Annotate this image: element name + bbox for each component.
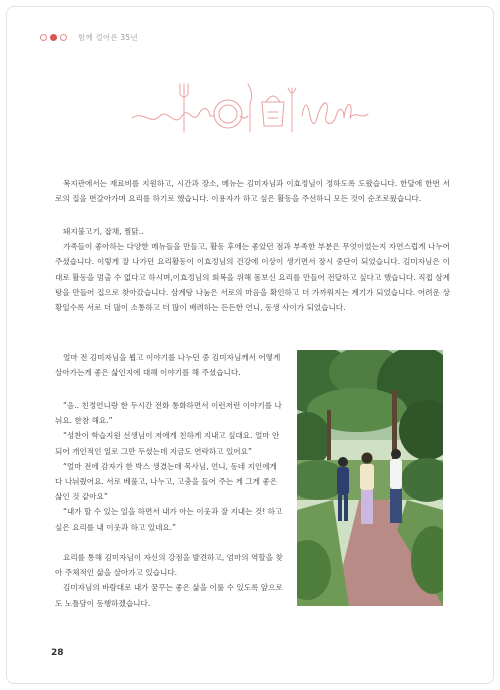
intro-text: 복지관에서는 재료비를 지원하고, 시간과 장소, 메뉴는 김미자님과 이효정님이 정하도록 도왔습니다. 한달에 한번 서로의 집을 번갈아가며 요리를 하기로 했습니다. 이용자가 하고 싶은 활동을 주선하니 모든 것이 순조로웠습니다. xyxy=(55,179,450,204)
quote: “내가 할 수 있는 일을 하면서 내가 아는 이웃과 잘 지내는 것! 하고 싶은 요리를 내 이웃과 하고 있네요.” xyxy=(55,507,283,532)
closing-text: 요리를 통해 김미자님이 자신의 강점을 발견하고, 엄마의 역할을 찾아 주체적인 삶을 살아가고 있습니다. xyxy=(55,553,283,578)
menu-line: 돼지불고기, 잡채, 찜닭.. xyxy=(63,227,144,236)
cooking-line-art-illustration xyxy=(130,70,370,140)
quote: “얼마 전에 감자가 한 박스 생겼는데 목사님, 언니, 동네 지인에게 다 나눠줬어요. 서로 베풀고, 나누고, 고충을 들어 주는 게 그게 좋은 삶인 것 같아요” xyxy=(55,461,278,502)
intro-paragraph xyxy=(55,176,450,206)
closing-block xyxy=(55,550,283,611)
photo-three-women-garden-path xyxy=(297,350,443,606)
header-dot-icon xyxy=(50,34,57,41)
page-number: 28 xyxy=(51,648,64,658)
quotes-block xyxy=(55,398,283,535)
interview-intro xyxy=(55,350,283,380)
page-header xyxy=(40,30,138,44)
quote: “음.. 친정언니랑 한 두시간 전화 통화하면서 이런저런 이야기를 나눠요. 한참 해요.” xyxy=(55,401,282,426)
section-title: 함께 걸어온 35년 xyxy=(78,32,138,42)
interview-intro-text: 얼마 전 김미자님을 뵙고 이야기를 나누던 중 김미자님께서 어떻게 살아가는게 좋은 삶인지에 대해 이야기를 해 주셨습니다. xyxy=(55,353,281,378)
header-dot-icon xyxy=(40,34,47,41)
header-dot-icon xyxy=(60,34,67,41)
quote: “성찬이 학습지원 선생님이 저에게 친하게 지내고 싶대요. 얼마 안 되어 개인적인 일로 그만 두셨는데 지금도 연락하고 있어요” xyxy=(55,431,280,456)
activity-section xyxy=(55,224,450,315)
closing-text: 김미자님의 바람대로 내가 꿈꾸는 좋은 삶을 이룰 수 있도록 앞으로도 노틀담이 동행하겠습니다. xyxy=(55,583,283,608)
activity-text: 가족들이 좋아하는 다양한 메뉴들을 만들고, 활동 후에는 좋았던 점과 부족한 부분은 무엇이었는지 자연스럽게 나누어주셨습니다. 이렇게 잘 나가던 요리활동이 이효정님의 건강에 이상이 생기면서 잠시 중단이 되었습니다. 김미자님은 이대로 활동을 멈출 수 없다고 하시며,이효정님의 회복을 위해 몸보신 요리를 만들어 전달하고 싶다고 했습니다. 직접 삼계탕을 만들어 집으로 찾아갔습니다. 삼계탕 나눔은 서로의 마음을 확인하고 더 가까워지는 계기가 되었습니다. 어려운 상황일수록 서로 더 많이 소통하고 더 많이 배려하는 든든한 언니, 동생 사이가 되었습니다. xyxy=(55,242,450,313)
